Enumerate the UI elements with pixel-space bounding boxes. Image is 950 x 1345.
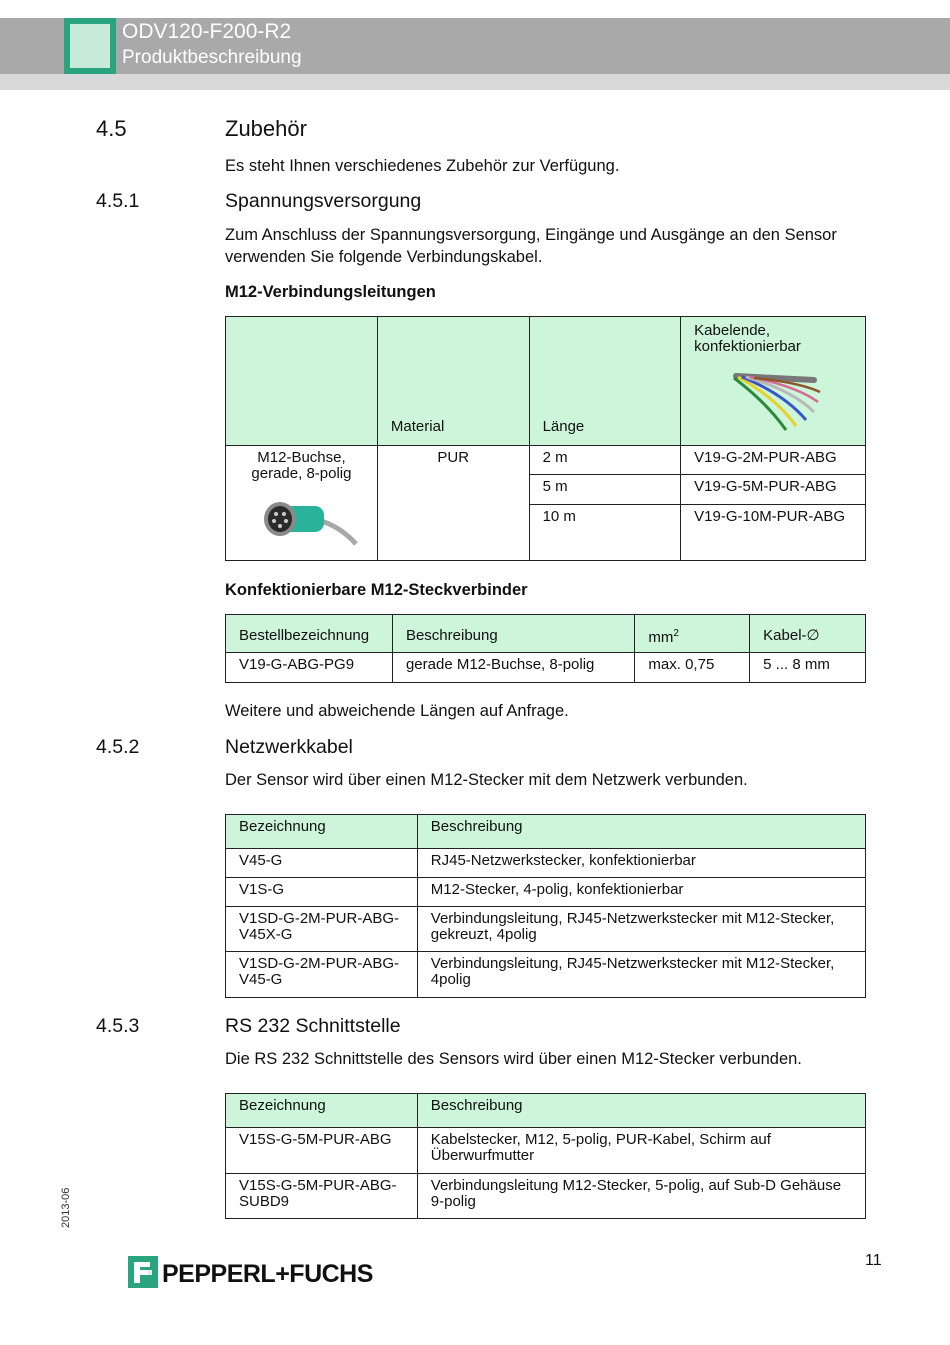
table-header-row (226, 815, 866, 849)
code-cell: V19-G-2M-PUR-ABG (681, 446, 866, 475)
cable-end-image (726, 372, 826, 434)
subsection-text: Die RS 232 Schnittstelle des Sensors wird über einen M12-Stecker verbunden. (225, 1050, 802, 1068)
header-cell-unit (635, 615, 750, 653)
unit-label: mm (648, 628, 674, 646)
header-cell: Beschreibung (417, 815, 865, 849)
section-number: 4.5 (96, 116, 127, 141)
brand-name: PEPPERL+FUCHS (162, 1260, 373, 1288)
header-cell: Bestellbezeichnung (226, 615, 393, 653)
code-cell: V19-G-5M-PUR-ABG (681, 475, 866, 505)
header-cell: Bezeichnung (226, 1094, 418, 1128)
header-strip (0, 74, 950, 90)
table-row (226, 952, 866, 998)
length-cell: 5 m (529, 475, 681, 505)
table-cell: M12-Stecker, 4-polig, konfektionierbar (417, 878, 865, 907)
table-cell: V45-G (226, 849, 418, 878)
table-cell: V15S-G-5M-PUR-ABG-SUBD9 (226, 1174, 418, 1219)
section-text: Es steht Ihnen verschiedenes Zubehör zur Verfügung. (225, 157, 620, 175)
m12-socket-image (258, 492, 358, 552)
header-cell: Material (377, 317, 529, 446)
header-label: Kabelende, konfektionierbar (694, 322, 801, 355)
unit-superscript: 2 (673, 627, 679, 639)
header-cell: Beschreibung (417, 1094, 865, 1128)
subsection-title: Netzwerkkabel (225, 736, 353, 758)
table-cell: Kabelstecker, M12, 5-polig, PUR-Kabel, Schirm auf Überwurfmutter (417, 1128, 865, 1174)
subsection-title: Spannungsversorgung (225, 190, 422, 212)
header-cell: Bezeichnung (226, 815, 418, 849)
subsection-number: 4.5.2 (96, 736, 140, 758)
product-label: M12-Buchse, gerade, 8-polig (251, 449, 352, 482)
issue-date: 2013-06 (60, 1187, 72, 1228)
product-cell (226, 446, 378, 561)
header-cell: Länge (529, 317, 681, 446)
cable-table (225, 316, 866, 561)
brand-mark-icon (128, 1256, 158, 1288)
table-row (226, 1174, 866, 1219)
document-subtitle: Produktbeschreibung (122, 47, 302, 68)
subsection-number: 4.5.1 (96, 190, 140, 212)
table-cell: V19-G-ABG-PG9 (226, 653, 393, 683)
table-cell: V15S-G-5M-PUR-ABG (226, 1128, 418, 1174)
subsection-text: Der Sensor wird über einen M12-Stecker mit dem Netzwerk verbunden. (225, 771, 748, 789)
table-header-row (226, 317, 866, 446)
network-table (225, 814, 866, 998)
rs232-table (225, 1093, 866, 1219)
table-row (226, 907, 866, 952)
table-heading: Konfektionierbare M12-Steckverbinder (225, 581, 528, 599)
material-cell: PUR (377, 446, 529, 561)
note-text: Weitere und abweichende Längen auf Anfrage. (225, 702, 569, 720)
table-cell: max. 0,75 (635, 653, 750, 683)
header-cell-cable-end (681, 317, 866, 446)
table-row (226, 849, 866, 878)
table-header-row (226, 1094, 866, 1128)
subsection-number: 4.5.3 (96, 1015, 140, 1037)
table-cell: RJ45-Netzwerkstecker, konfektionierbar (417, 849, 865, 878)
document-title: ODV120-F200-R2 (122, 20, 292, 43)
table-row (226, 878, 866, 907)
table-heading: M12-Verbindungsleitungen (225, 283, 436, 301)
connector-table (225, 614, 866, 683)
header-logo-square (64, 18, 116, 74)
subsection-text: Zum Anschluss der Spannungsversorgung, Eingänge und Ausgänge an den Sensor verwenden Sie folgende Verbindungskabel. (225, 226, 837, 266)
table-row (226, 446, 866, 475)
page-number: 11 (865, 1252, 882, 1269)
subsection-title: RS 232 Schnittstelle (225, 1015, 401, 1037)
table-cell: V1SD-G-2M-PUR-ABG-V45X-G (226, 907, 418, 952)
table-row (226, 1128, 866, 1174)
table-cell: V1SD-G-2M-PUR-ABG-V45-G (226, 952, 418, 998)
header-cell: Kabel-∅ (750, 615, 866, 653)
section-title: Zubehör (225, 116, 307, 141)
table-cell: gerade M12-Buchse, 8-polig (392, 653, 634, 683)
code-cell: V19-G-10M-PUR-ABG (681, 505, 866, 561)
table-cell: 5 ... 8 mm (750, 653, 866, 683)
table-cell: Verbindungsleitung, RJ45-Netzwerkstecker mit M12-Stecker, 4polig (417, 952, 865, 998)
table-cell: V1S-G (226, 878, 418, 907)
table-cell: Verbindungsleitung M12-Stecker, 5-polig, auf Sub-D Gehäuse 9-polig (417, 1174, 865, 1219)
header-cell: Beschreibung (392, 615, 634, 653)
table-cell: Verbindungsleitung, RJ45-Netzwerkstecker mit M12-Stecker, gekreuzt, 4polig (417, 907, 865, 952)
table-header-row (226, 615, 866, 653)
length-cell: 2 m (529, 446, 681, 475)
header-cell (226, 317, 378, 446)
length-cell: 10 m (529, 505, 681, 561)
table-row (226, 653, 866, 683)
